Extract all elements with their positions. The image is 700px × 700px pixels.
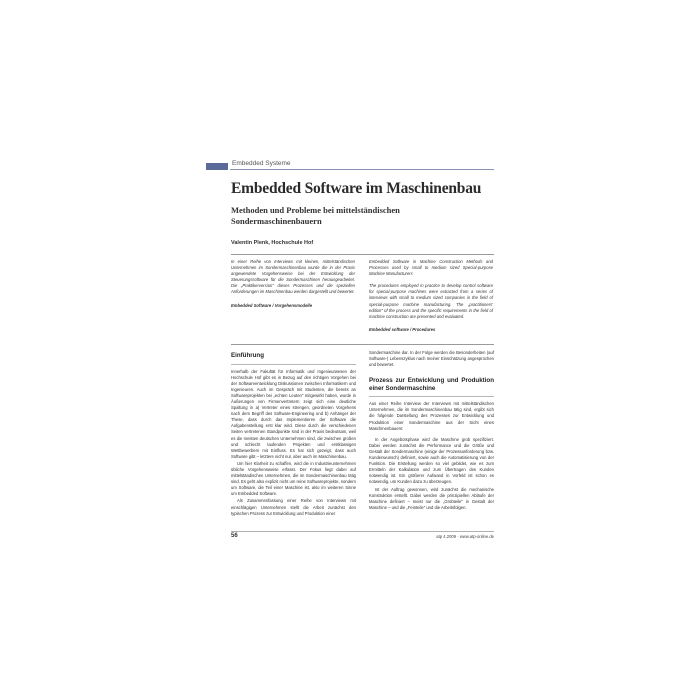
heading-rule xyxy=(369,396,494,397)
footer-issue-url: atp 4.2009 · www.atp-online.de xyxy=(436,534,494,539)
section-label: Embedded Systeme xyxy=(232,160,291,167)
article-subtitle: Methoden und Probleme bei mittelständischen Sondermaschinenbauern xyxy=(231,205,400,226)
heading-introduction: Einführung xyxy=(231,352,264,359)
footer-rule xyxy=(231,531,494,532)
paragraph: Als Zusammenfassung einer Reihe von Interviews mit einschlägigen Unternehmen stellt die Arbeit zunächst den typischen Prozess zur Entwicklung und Produktion einer xyxy=(231,498,356,516)
body-column-right xyxy=(369,350,494,512)
heading-rule xyxy=(231,364,356,365)
paragraph: Innerhalb der Fakultät für Informatik und Ingenieurwesen der Hochschule Hof gibt es in Bezug auf den richtigen Vorgehen bei der Softwareentwicklung Diskussionen zwischen Informatikern und Ingenieuren. Auch im Gespräch mit Studenten, die bereits an Softwareprojekten bei „echten Leuten" mitgewirkt haben, wurde in Äußerungen von Firmenvertretern zeigt sich eine deutliche Spaltung in a) Vertreter eines strengen, geordneten Vorgehens nach dem Begriff des Software-Engineering und b) Anhänger der These, dass durch das Implementieren der Software die Aufgabenstellung erst klar wird. Diese durch die verschiedenen Seiten vertretenen Standpunkte sind in der Praxis bedeutsam, weil es die meisten deutschen Unternehmen sind, die zwischen großen und schlecht laufenden Projekten und erstklassigen Wettbewerbern mit Einfluss. Es hat sich gezeigt, dass auch Software gibt – letztere nicht nur, aber auch im Maschinenbau. xyxy=(231,368,356,459)
body-column-left xyxy=(231,350,356,518)
paragraph: Aus einer Reihe Interview der Interviews mit mittelständischen Unternehmen, die im Sondermaschinenbau tätig sind, ergibt sich die folgende Darstellung des Prozesses zur Entwicklung und Produktion einer Sondermaschine aus der Sicht eines Maschinenbauers: xyxy=(369,401,494,431)
abstract-english xyxy=(369,259,493,333)
keywords-english: Embedded software / Procedures xyxy=(369,326,436,332)
author-line: Valentin Plenk, Hochschule Hof xyxy=(231,240,314,246)
heading-process: Prozess zur Entwicklung und Produktion einer Sondermaschine xyxy=(369,377,494,392)
abstract-english-title: Embedded Software in Machine Construction Methods and Processes used by small to medium sized Special-purpose Machine Manufacturers xyxy=(369,259,493,277)
page-number: 56 xyxy=(231,533,238,539)
paragraph: Ist der Auftrag gewonnen, wird zunächst die mechanische Konstruktion erstellt. Dabei werden die prinzipiellen Abläufe der Maschine definiert – meist nur die „Grobteile" in Gestalt der Maschine – und die „Feinteile" und die Arbeitsfolgen. xyxy=(369,486,494,510)
abstract-rule-bottom xyxy=(231,344,494,345)
abstract-english-text: The procedures employed in practice to develop control software for special-purpose machines were extracted from a series of interviews with small to medium sized companies in the field of special-purpose machine manufacturing. The „practitioners' edition" of the process and the specific requirements in the field of machine construction are presented and evaluated. xyxy=(369,283,493,319)
section-marker-bar xyxy=(206,163,228,170)
abstract-german xyxy=(231,259,355,309)
article-title: Embedded Software im Maschinenbau xyxy=(231,180,482,197)
section-rule xyxy=(230,169,494,170)
abstract-rule-top xyxy=(231,254,494,255)
keywords-german: Embedded Software / Vorgehensmodelle xyxy=(231,302,313,308)
paragraph: Um hier Klarheit zu schaffen, wird die in Industrieunternehmen übliche Vorgehensweise erfasst. Der Fokus liegt dabei auf mittelständischen Unternehmen, die im Sondermaschinenbau tätig sind. Es geht also explizit nicht um reine Softwareprojekte, sondern um Software, die Teil einer Maschine ist, also im weiteren Sinne um Embedded Software. xyxy=(231,460,356,497)
paragraph: Sondermaschine dar. In der Folge werden die Besonderheiten (auf Software-) Lebenszyklus nach meiner Einschätzung angesprochen und bewertet. xyxy=(369,350,494,368)
abstract-german-text: In einer Reihe von Interviews mit kleinen, mittelständischen Unternehmen im Sondermaschinenbau wurde die in der Praxis angewendete Vorgehensweise bei der Entwicklung der Steuerungssoftware für die Sondermaschinen herausgearbeitet. Die „Praktikerversion" dieses Prozesses und die speziellen Anforderungen im Maschinenbau werden dargestellt und bewertet. xyxy=(231,259,355,295)
paragraph: In der Angebotsphase wird die Maschine grob spezifiziert. Dabei werden zunächst die Performance und die Größe und Gestalt der Sondermaschine (einige der Prozessanforderung bzw. Kundenwunsch) definiert, sowie auch die Automatisierung von der Funktion. Die Erstellung werden so viel gebildet, wie es zum Ermitteln der Kalkulation und zum Übertragen des Kunden notwendig ist. Ein größerer Aufwand in Vorfeld ist schon es notwendig, um Kunden dazu zu überzeugen. xyxy=(369,436,494,485)
